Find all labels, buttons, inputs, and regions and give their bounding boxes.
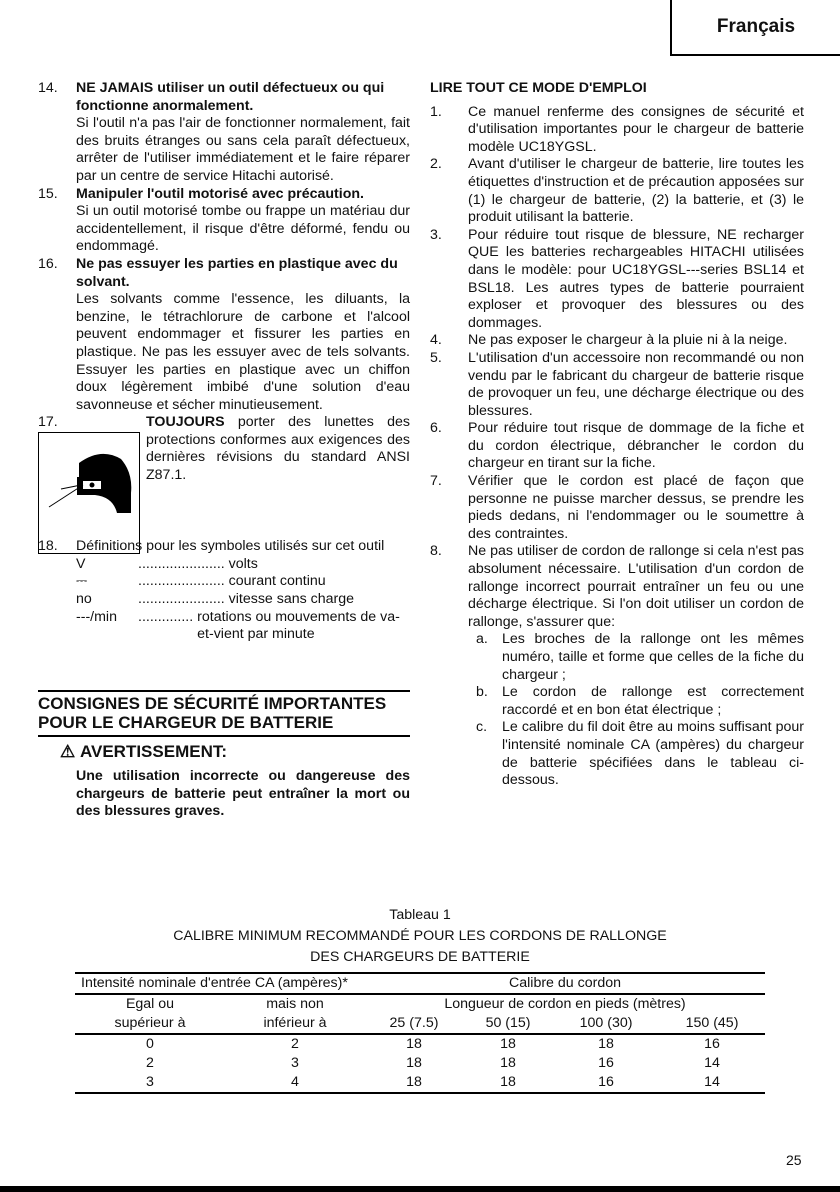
- right-item-3: 3. Pour réduire tout risque de blessure, NE recharger QUE les batteries rechargeables HITACHI utilisées dans le modèle: pour UC18YGSL---series BSL14 et BSL18. Les autres types de batterie pourraient exploser et provoquer des blessures ou des dommages.: [430, 226, 804, 331]
- table-row: 2 3 18 18 16 14: [146, 1055, 720, 1071]
- right-heading: LIRE TOUT CE MODE D'EMPLOI: [430, 80, 647, 96]
- right-item-8: 8. Ne pas utiliser de cordon de rallonge si cela n'est pas absolument nécessaire. L'utilisation d'un cordon de rallonge incorrect pourrait entraîner un feu ou une décharge électrique. Si l'on doit utiliser un cordon de rallonge, s'assurer que: a. Les broches de la rallonge ont les mêmes numéro, taille et forme que celles de la fiche du chargeur ; b. Le cordon de rallonge est correctement raccordé et en bon état électrique ; c. Le calibre du fil doit être au moins suffisant pour l'intensité nominale CA (ampères) du chargeur de batterie spécifiées dans le tableau ci-dessous.: [430, 543, 804, 789]
- table-header-row: Intensité nominale d'entrée CA (ampères)* Calibre du cordon: [75, 973, 765, 994]
- item-16-body: Les solvants comme l'essence, les diluants, la benzine, le tétrachlorure de carbone et l'alcool peuvent endommager et fissurer les parties en plastique. Ne pas les essuyer avec de tels solvants. Essuyer les parties en plastique avec un chiffon doux légèrement imbibé d'une solution d'eau savonneuse et sécher minutieusement.: [76, 291, 410, 413]
- item-18-body: Définitions pour les symboles utilisés sur cet outil: [76, 538, 385, 555]
- item-17: 17. TOUJOURS porter des lunettes des protections conformes aux exigences des dernières révisions du standard ANSI Z87.1.: [38, 414, 410, 538]
- warning-triangle-icon: ⚠: [60, 742, 76, 761]
- safety-glasses-icon: [38, 432, 140, 554]
- sub-item-c: c. Le calibre du fil doit être au moins suffisant pour l'intensité nominale CA (ampères) du chargeur de batterie spécifiées dans le tableau ci-dessous.: [476, 719, 804, 789]
- symbol-row: V ...................... volts: [76, 555, 258, 572]
- page-number: 25: [786, 1152, 802, 1168]
- item-15: 15. Manipuler l'outil motorisé avec précaution. Si un outil motorisé tombe ou frappe un matériau dur accidentellement, il risque d'être déformé, fendu ou endommagé.: [38, 185, 410, 255]
- item-17-heading: TOUJOURS: [146, 414, 225, 431]
- sub-item-a: a. Les broches de la rallonge ont les mêmes numéro, taille et forme que celles de la fiche du chargeur ;: [476, 631, 804, 683]
- right-item-1: 1. Ce manuel renferme des consignes de sécurité et d'utilisation importantes pour le chargeur de batterie modèle UC18YGSL.: [430, 103, 804, 155]
- table-subheader-row: supérieur à inférieur à 25 (7.5) 50 (15) 100 (30) 150 (45): [75, 1014, 765, 1034]
- item-15-body: Si un outil motorisé tombe ou frappe un matériau dur accidentellement, il risque d'être déformé, fendu ou endommagé.: [76, 203, 410, 255]
- table-grid: [75, 972, 765, 1094]
- warning-heading: ⚠ AVERTISSEMENT:: [60, 742, 228, 761]
- warning-text: Une utilisation incorrecte ou dangereuse des chargeurs de batterie peut entraîner la mort ou des blessures graves.: [76, 768, 410, 820]
- table-title-line-1: CALIBRE MINIMUM RECOMMANDÉ POUR LES CORDONS DE RALLONGE: [173, 928, 667, 944]
- right-column: [430, 80, 804, 790]
- right-item-2: 2. Avant d'utiliser le chargeur de batterie, lire toutes les étiquettes d'instruction et de précaution apposées sur (1) le chargeur de batterie, (2) la batterie, et (3) le produit utilisant la batterie.: [430, 156, 804, 226]
- item-14: 14. NE JAMAIS utiliser un outil défectueux ou qui fonctionne anormalement. Si l'outil n'a pas l'air de fonctionner normalement, fait des bruits étranges ou sans cela paraît défectueux, arrêter de l'utiliser immédiatement et le faire réparer par un centre de service Hitachi autorisé.: [38, 80, 410, 184]
- symbol-row: ⎓ ...................... courant continu: [76, 573, 326, 590]
- left-column: [38, 80, 410, 644]
- language-tab: Français: [670, 0, 840, 56]
- item-14-body: Si l'outil n'a pas l'air de fonctionner normalement, fait des bruits étranges ou sans cela paraît défectueux, arrêter de l'utiliser immédiatement et le faire réparer par un centre de service Hitachi autorisé.: [76, 115, 410, 184]
- item-17-body: porter des lunettes des protections conformes aux exigences des dernières révisions du standard ANSI Z87.1.: [146, 414, 410, 484]
- symbol-row: no ...................... vitesse sans charge: [76, 591, 355, 608]
- item-16-heading: Ne pas essuyer les parties en plastique avec du solvant.: [76, 255, 398, 290]
- table-caption: Tableau 1: [389, 907, 451, 923]
- right-item-4: 4. Ne pas exposer le chargeur à la pluie ni à la neige.: [430, 332, 788, 349]
- bottom-rule: [0, 1186, 840, 1192]
- extension-cord-table: [75, 905, 765, 1094]
- table-row: 3 4 18 18 16 14: [75, 1073, 765, 1093]
- table-title-line-2: DES CHARGEURS DE BATTERIE: [310, 949, 530, 965]
- item-15-heading: Manipuler l'outil motorisé avec précaution.: [76, 185, 364, 202]
- right-item-7: 7. Vérifier que le cordon est placé de façon que personne ne puisse marcher dessus, se prendre les pieds dedans, ni l'endommager ou le soumettre à des contraintes.: [430, 473, 804, 542]
- table-row: 0 2 18 18 18 16: [146, 1036, 720, 1052]
- right-item-6: 6. Pour réduire tout risque de dommage de la fiche et du cordon électrique, débrancher le cordon du chargeur en tirant sur la fiche.: [430, 420, 804, 472]
- symbol-row: ---/min .............. rotations ou mouvements de va-et-vient par minute: [76, 608, 400, 643]
- item-18: 18. Définitions pour les symboles utilisés sur cet outil V ...................... volts ⎓ ...................... courant continu no ...................... vitesse sans charge ---/min .............. rotations ou mouvements de va-et-vient par minute: [38, 538, 410, 644]
- sub-item-b: b. Le cordon de rallonge est correctement raccordé et en bon état électrique ;: [476, 684, 804, 718]
- table-subheader-row: Egal ou mais non Longueur de cordon en pieds (mètres): [75, 994, 765, 1014]
- item-16: 16. Ne pas essuyer les parties en plastique avec du solvant. Les solvants comme l'essence, les diluants, la benzine, le tétrachlorure de carbone et l'alcool peuvent endommager et fissurer les parties en plastique. Ne pas les essuyer avec de tels solvants. Essuyer les parties en plastique avec un chiffon doux légèrement imbibé d'une solution d'eau savonneuse et sécher minutieusement.: [38, 255, 410, 413]
- item-14-heading: NE JAMAIS utiliser un outil défectueux ou qui fonctionne anormalement.: [76, 80, 385, 114]
- section-title: CONSIGNES DE SÉCURITÉ IMPORTANTES POUR LE CHARGEUR DE BATTERIE: [38, 690, 410, 737]
- right-item-5: 5. L'utilisation d'un accessoire non recommandé ou non vendu par le fabricant du chargeur de batterie risque de provoquer un feu, une décharge électrique ou des blessures.: [430, 349, 804, 419]
